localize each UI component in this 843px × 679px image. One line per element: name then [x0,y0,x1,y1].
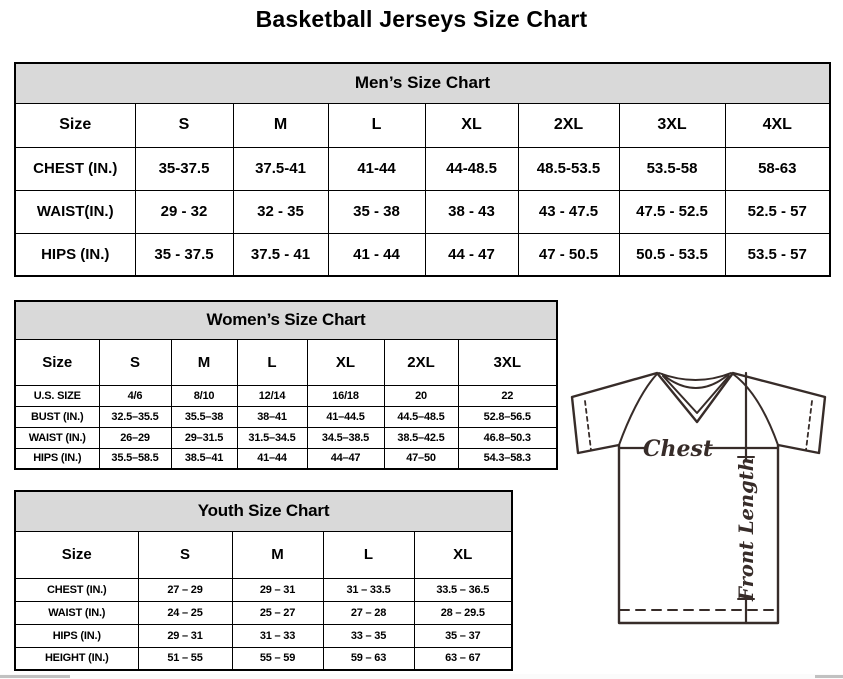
men-cell: 35 - 38 [328,190,425,233]
men-column-header: S [135,103,233,147]
sleeve-dash-left [585,401,591,450]
youth-cell: 55 – 59 [232,647,323,670]
men-data-row [15,233,830,276]
youth-cell: 33 – 35 [323,624,414,647]
youth-data-row [15,647,512,670]
horizontal-scrollbar[interactable] [0,674,843,679]
women-cell: 52.8–56.5 [458,406,557,427]
youth-data-row [15,624,512,647]
women-table-title: Women’s Size Chart [15,301,557,339]
youth-size-chart-table [14,490,513,671]
youth-cell: 63 – 67 [414,647,512,670]
men-cell: 41-44 [328,147,425,190]
youth-cell: 35 – 37 [414,624,512,647]
chest-label: Chest [642,436,714,462]
women-cell: 41–44.5 [307,406,384,427]
women-cell: 32.5–35.5 [99,406,171,427]
youth-cell: 25 – 27 [232,601,323,624]
women-cell: 41–44 [237,448,307,469]
women-cell: 22 [458,385,557,406]
men-cell: 44 - 47 [425,233,518,276]
sleeve-dash-right [806,401,812,450]
women-cell: 35.5–58.5 [99,448,171,469]
women-cell: 44.5–48.5 [384,406,458,427]
youth-data-row [15,601,512,624]
youth-cell: 59 – 63 [323,647,414,670]
jersey-measurement-diagram [562,360,842,652]
men-cell: 35 - 37.5 [135,233,233,276]
youth-cell: 29 – 31 [138,624,232,647]
scrollbar-right-button[interactable] [815,675,843,678]
men-cell: 43 - 47.5 [518,190,619,233]
youth-header-row [15,531,512,578]
youth-column-header: L [323,531,414,578]
men-cell: 47.5 - 52.5 [619,190,725,233]
youth-row-label: HIPS (IN.) [15,624,138,647]
youth-cell: 24 – 25 [138,601,232,624]
men-cell: 37.5-41 [233,147,328,190]
women-data-row [15,427,557,448]
men-cell: 44-48.5 [425,147,518,190]
women-header-row [15,339,557,385]
women-column-header: XL [307,339,384,385]
men-column-header: XL [425,103,518,147]
women-cell: 16/18 [307,385,384,406]
men-row-label: HIPS (IN.) [15,233,135,276]
women-column-header: 3XL [458,339,557,385]
youth-cell: 31 – 33.5 [323,578,414,601]
women-row-label: WAIST (IN.) [15,427,99,448]
men-cell: 41 - 44 [328,233,425,276]
women-row-label: U.S. SIZE [15,385,99,406]
men-column-header: 3XL [619,103,725,147]
men-cell: 35-37.5 [135,147,233,190]
youth-cell: 51 – 55 [138,647,232,670]
youth-cell: 27 – 29 [138,578,232,601]
youth-row-label: CHEST (IN.) [15,578,138,601]
women-row-label: BUST (IN.) [15,406,99,427]
women-column-header: 2XL [384,339,458,385]
women-row-label: HIPS (IN.) [15,448,99,469]
women-cell: 35.5–38 [171,406,237,427]
youth-cell: 29 – 31 [232,578,323,601]
women-cell: 20 [384,385,458,406]
youth-column-header: S [138,531,232,578]
scrollbar-thumb[interactable] [0,675,70,678]
men-cell: 58-63 [725,147,830,190]
women-column-header: M [171,339,237,385]
women-column-header: Size [15,339,99,385]
men-header-row [15,103,830,147]
women-column-header: L [237,339,307,385]
men-table-title: Men’s Size Chart [15,63,830,103]
men-column-header: Size [15,103,135,147]
women-cell: 38–41 [237,406,307,427]
men-cell: 52.5 - 57 [725,190,830,233]
women-cell: 4/6 [99,385,171,406]
men-row-label: WAIST(IN.) [15,190,135,233]
page-title: Basketball Jerseys Size Chart [255,6,588,32]
men-cell: 53.5-58 [619,147,725,190]
men-cell: 29 - 32 [135,190,233,233]
men-cell: 38 - 43 [425,190,518,233]
front-length-label: Front Length [735,457,758,601]
women-cell: 47–50 [384,448,458,469]
women-cell: 8/10 [171,385,237,406]
men-cell: 53.5 - 57 [725,233,830,276]
mens-size-chart-table [14,62,831,277]
women-cell: 38.5–42.5 [384,427,458,448]
youth-column-header: Size [15,531,138,578]
youth-row-label: WAIST (IN.) [15,601,138,624]
men-column-header: L [328,103,425,147]
women-cell: 26–29 [99,427,171,448]
women-cell: 54.3–58.3 [458,448,557,469]
youth-column-header: XL [414,531,512,578]
youth-cell: 27 – 28 [323,601,414,624]
men-data-row [15,190,830,233]
women-cell: 29–31.5 [171,427,237,448]
youth-row-label: HEIGHT (IN.) [15,647,138,670]
women-cell: 46.8–50.3 [458,427,557,448]
youth-cell: 31 – 33 [232,624,323,647]
youth-data-row [15,578,512,601]
men-column-header: 2XL [518,103,619,147]
armhole-seam-right [733,374,778,445]
men-cell: 47 - 50.5 [518,233,619,276]
men-row-label: CHEST (IN.) [15,147,135,190]
women-cell: 12/14 [237,385,307,406]
women-cell: 44–47 [307,448,384,469]
youth-cell: 28 – 29.5 [414,601,512,624]
youth-table-title: Youth Size Chart [15,491,512,531]
men-column-header: 4XL [725,103,830,147]
youth-column-header: M [232,531,323,578]
women-data-row [15,385,557,406]
youth-cell: 33.5 – 36.5 [414,578,512,601]
men-column-header: M [233,103,328,147]
women-cell: 31.5–34.5 [237,427,307,448]
men-cell: 32 - 35 [233,190,328,233]
men-cell: 50.5 - 53.5 [619,233,725,276]
men-cell: 48.5-53.5 [518,147,619,190]
women-data-row [15,406,557,427]
men-data-row [15,147,830,190]
women-data-row [15,448,557,469]
men-cell: 37.5 - 41 [233,233,328,276]
women-cell: 38.5–41 [171,448,237,469]
womens-size-chart-table [14,300,558,470]
women-cell: 34.5–38.5 [307,427,384,448]
women-column-header: S [99,339,171,385]
